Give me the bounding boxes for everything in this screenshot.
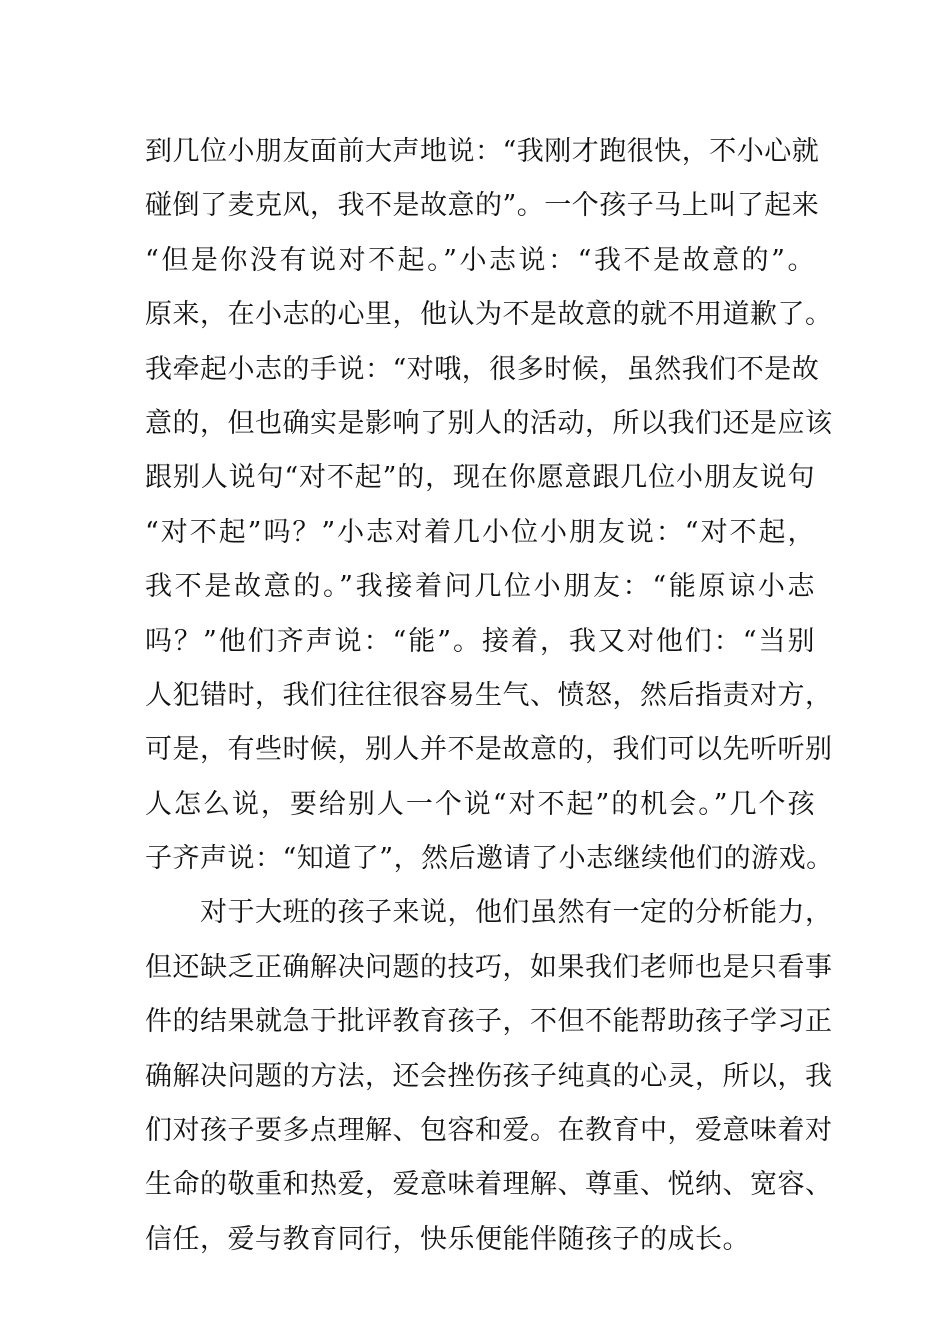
text-line: 们对孩子要多点理解、包容和爱。在教育中，爱意味着对	[145, 1115, 833, 1147]
document-body	[145, 125, 834, 1267]
text-line: 子齐声说：“知道了”，然后邀请了小志继续他们的游戏。	[145, 843, 834, 875]
text-line: 信任，爱与教育同行，快乐便能伴随孩子的成长。	[145, 1223, 750, 1255]
text-line: 生命的敬重和热爱，爱意味着理解、尊重、悦纳、宽容、	[145, 1169, 833, 1201]
text-line: 碰倒了麦克风，我不是故意的”。一个孩子马上叫了起来	[145, 190, 820, 222]
text-line: 我牵起小志的手说：“对哦，很多时候，虽然我们不是故	[145, 353, 820, 385]
text-line: 吗？”他们齐声说：“能”。接着，我又对他们：“当别	[145, 625, 815, 657]
text-line: 对于大班的孩子来说，他们虽然有一定的分析能力，	[200, 897, 833, 929]
text-line: 确解决问题的方法，还会挫伤孩子纯真的心灵，所以，我	[145, 1060, 833, 1092]
text-line: 跟别人说句“对不起”的，现在你愿意跟几位小朋友说句	[145, 462, 815, 494]
paragraph-2	[145, 886, 833, 1267]
text-line: 件的结果就急于批评教育孩子，不但不能帮助孩子学习正	[145, 1006, 833, 1038]
text-line: 人犯错时，我们往往很容易生气、愤怒，然后指责对方，	[145, 679, 833, 711]
text-line: 原来，在小志的心里，他认为不是故意的就不用道歉了。	[145, 299, 833, 331]
paragraph-1	[145, 125, 834, 886]
text-line: 意的，但也确实是影响了别人的活动，所以我们还是应该	[145, 407, 833, 439]
text-line: 人怎么说，要给别人一个说“对不起”的机会。”几个孩	[145, 788, 815, 820]
text-line: “但是你没有说对不起。”小志说：“我不是故意的”。	[145, 244, 815, 276]
text-line: 到几位小朋友面前大声地说：“我刚才跑很快，不小心就	[145, 136, 820, 167]
text-line: 可是，有些时候，别人并不是故意的，我们可以先听听别	[145, 734, 833, 766]
text-line: 但还缺乏正确解决问题的技巧，如果我们老师也是只看事	[145, 951, 833, 983]
text-line: “对不起”吗？”小志对着几小位小朋友说：“对不起，	[145, 516, 815, 548]
text-line: 我不是故意的。”我接着问几位小朋友：“能原谅小志	[145, 571, 815, 603]
